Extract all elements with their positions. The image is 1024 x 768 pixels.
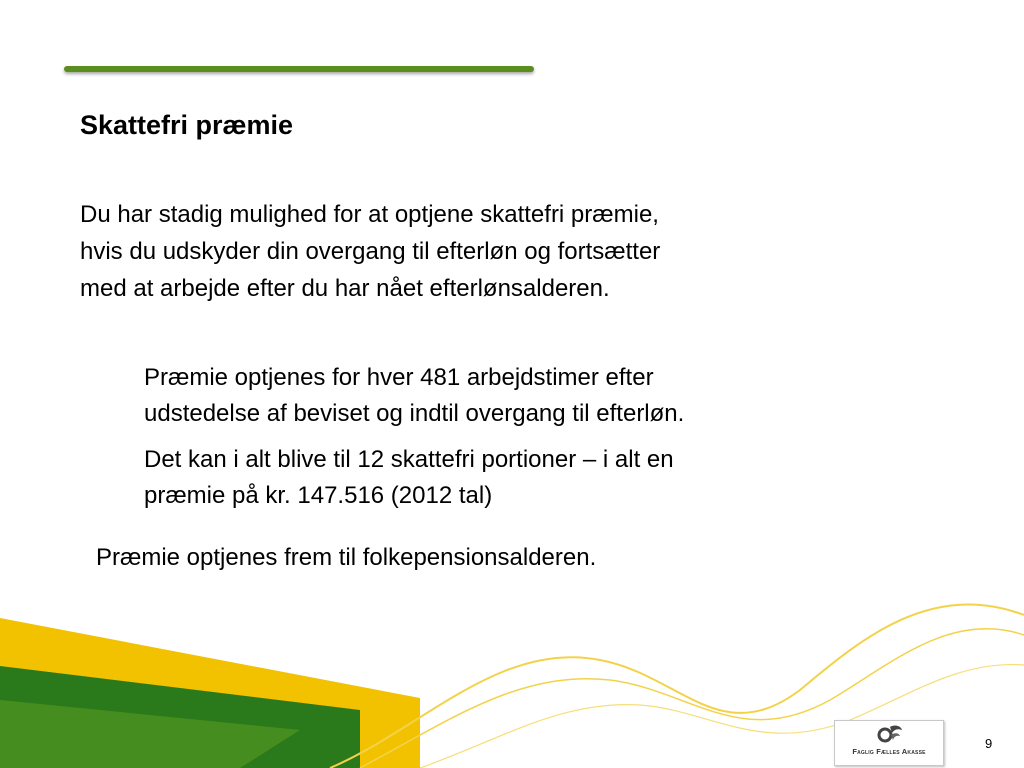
sub-point-2: [144, 442, 904, 514]
sub-point-line: udstedelse af beviset og indtil overgang til efterløn.: [144, 400, 685, 427]
intro-line: med at arbejde efter du har nået efterlønsalderen.: [80, 275, 610, 302]
intro-paragraph: [80, 196, 880, 307]
sub-point-line: Præmie optjenes for hver 481 arbejdstimer efter: [144, 364, 654, 391]
intro-line: hvis du udskyder din overgang til efterløn og fortsætter: [80, 238, 661, 265]
logo-text: Faglig Fælles Akasse: [852, 747, 926, 756]
closing-paragraph: Præmie optjenes frem til folkepensionsalderen.: [96, 544, 597, 571]
intro-line: Du har stadig mulighed for at optjene skattefri præmie,: [80, 201, 659, 228]
sub-point-line: Det kan i alt blive til 12 skattefri portioner – i alt en: [144, 446, 674, 473]
company-logo: [834, 720, 944, 766]
ffa-logo-icon: [877, 724, 903, 744]
sub-point-line: præmie på kr. 147.516 (2012 tal): [144, 482, 493, 509]
page-number: 9: [985, 736, 993, 751]
slide-title: Skattefri præmie: [80, 110, 294, 140]
header-rule: [64, 66, 534, 72]
sub-point-1: [144, 360, 904, 432]
